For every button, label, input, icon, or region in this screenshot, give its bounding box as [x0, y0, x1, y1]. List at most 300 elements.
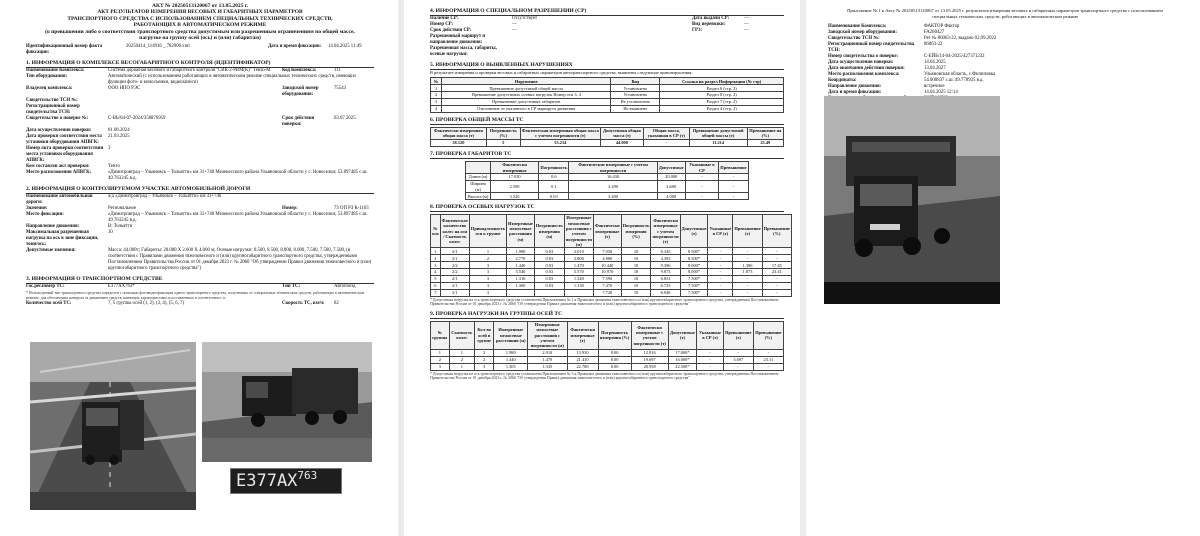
table-row	[431, 248, 792, 255]
table-header-cell: № оси	[431, 215, 441, 248]
table-header-cell: Превышение допустимой общей массы (т)	[689, 127, 747, 139]
table-header-cell: Кол-во осей в группе	[474, 321, 494, 349]
section-2-title: 2. ИНФОРМАЦИЯ О КОНТРОЛИРУЕМОМ УЧАСТКЕ АВТОМОБИЛЬНОЙ ДОРОГИ	[26, 186, 374, 194]
table-cell: -	[719, 193, 748, 200]
table-cell: -	[708, 282, 733, 289]
complex-info-row	[26, 146, 374, 164]
appendix-info-row	[828, 42, 1182, 54]
table-header-cell: Ссылка на раздел Информации (№ стр)	[660, 78, 784, 85]
appendix-header: Приложение № 1 к Акту № 20250513120067 от 13.05.2025 г. результатов измерения весовых и габаритных параметров транспортного средства с использованием специальных технических средств, работающих в автоматическом режиме	[847, 8, 1163, 19]
table-cell: 5	[486, 140, 520, 147]
table-cell: Установлено	[611, 92, 660, 99]
field-label: Владелец комплекса:	[26, 86, 73, 92]
speed-label: Скорость ТС, км/ч:	[282, 300, 325, 306]
axles-row	[26, 301, 374, 307]
table-cell: 5	[431, 276, 441, 283]
section-4-title: 4. ИНФОРМАЦИЯ О СПЕЦИАЛЬНОМ РАЗРЕШЕНИИ (СР)	[430, 8, 784, 16]
table-cell: 3	[469, 276, 506, 283]
field-label: Координаты:	[828, 78, 857, 84]
table-cell: 0.6	[539, 174, 569, 181]
vehicle-side-photo	[202, 342, 372, 462]
table-cell: Не выявлено	[611, 105, 660, 112]
table-cell: 8.00	[598, 349, 631, 356]
table-cell: -	[708, 269, 733, 276]
table-cell: -	[733, 276, 762, 283]
table-header-cell: Превышение (т)	[723, 321, 753, 349]
table-cell: 0.03	[539, 193, 569, 200]
table-header-cell: Измеренные межосевые расстояния с учетом погрешности (м)	[565, 215, 592, 247]
table-cell: -	[733, 255, 762, 262]
field-value	[512, 46, 784, 58]
table-cell: -	[733, 248, 762, 255]
table-cell: 21.410	[567, 356, 598, 363]
vehicle-type-note: * Используемый тип транспортного средства определен с помощью фотовидеофиксации одного транспортного средства, полученных от специальных технических средств, работающих в автоматическом режиме, для обеспечения контроля за движением средств, имеющих характеристики и составленных в соответствии с п.	[26, 291, 365, 301]
axle-group-loads-note: * Допустимая нагрузка на ось транспортного средства установлена Приложением № 3 к Правилам движения тяжеловесного и (или) крупногабаритного транспортного средства, утвержденным Постановлением Правительства России от 01 декабря 2023 г. № 2060 "Об утверждении Правил движения тяжеловесного и (или) крупногабаритного транспортного средства"	[430, 371, 779, 381]
table-header-cell: Погрешность (%)	[486, 127, 520, 139]
table-cell: 10	[621, 248, 651, 255]
field-value: FA260427	[924, 30, 945, 36]
field-label: Номер свидетельства о поверке:	[828, 54, 899, 60]
section-5-title: 5. ИНФОРМАЦИЯ О ВЫЯВЛЕННЫХ НАРУШЕНИЯХ	[430, 62, 784, 70]
table-header-cell: Фактическая измеренная общая масса с учетом погрешности (т)	[521, 128, 599, 139]
table-cell: 8.00	[598, 356, 631, 363]
table-cell: Отклонение от указанного в СР маршрута движения	[442, 105, 611, 112]
field-label: Срок действия поверки:	[282, 116, 315, 128]
fixation-id-label: Идентификационный номер факта фиксации:	[26, 44, 103, 56]
table-cell: 7.470	[593, 282, 621, 289]
table-cell: 2/1	[440, 289, 469, 296]
table-cell: 1	[431, 85, 442, 92]
field-label: Направление движения:	[828, 84, 882, 90]
table-cell: 1.396	[733, 262, 762, 269]
field-label: ГРЗ:	[692, 28, 703, 33]
act-header-line: АКТ № 20250513120067 от 13.05.2025 г.	[152, 3, 248, 9]
table-cell: -	[762, 255, 791, 262]
table-cell: 1	[449, 349, 474, 356]
field-value: Региональное	[108, 206, 137, 212]
table-cell: 1.310	[507, 276, 535, 283]
table-cell: 3	[469, 269, 506, 276]
section-9-title: 9. ПРОВЕРКА НАГРУЗКИ НА ГРУППЫ ОСЕЙ ТС	[430, 311, 784, 319]
table-header-cell: Допустимые (т)	[668, 321, 696, 349]
table-cell: 8.000*	[680, 269, 708, 276]
table-header-cell: Скатность колес	[449, 321, 474, 349]
field-label: Значение:	[26, 206, 48, 212]
table-cell: 3	[431, 99, 442, 106]
field-label: Номер:	[282, 206, 298, 212]
table-cell: 1.470	[528, 356, 568, 363]
table-header-cell: Нарушение	[442, 78, 611, 85]
table-cell: -	[723, 349, 753, 356]
table-cell: -	[762, 282, 791, 289]
table-cell: Превышение допустимых осевых нагрузок Номер оси 3, 4	[442, 92, 611, 99]
axles-value: 7, 5 группы осей (1, 2), (3, 4), (5, 6, 7)	[108, 300, 185, 306]
field-label: Заводской номер оборудования:	[828, 30, 897, 36]
field-value: ФАКТОР Фактор	[924, 24, 960, 30]
table-cell: 25.49	[747, 140, 783, 147]
table-header-cell: Фактически измеренные (т)	[567, 321, 598, 349]
table-cell: 6.345	[651, 248, 680, 255]
field-value	[108, 104, 374, 116]
table-header-cell: Принадлежность оси к группе	[469, 215, 506, 248]
fixation-time-label: Дата и время фиксации:	[268, 44, 322, 50]
license-plate-crop	[230, 468, 342, 494]
table-cell: 0.03	[534, 248, 564, 255]
table-header-cell: Допустимые (т)	[680, 215, 708, 248]
table-cell: -	[697, 363, 724, 370]
field-value: 54.000837 с.ш. 49.778925 в.д.	[924, 78, 984, 84]
table-cell: -	[719, 181, 748, 193]
field-value: 14.04.2025 12:14	[924, 90, 958, 96]
field-label: Свидетельство о поверке №:	[26, 116, 89, 122]
complex-info-row	[26, 116, 374, 128]
table-header-cell: Вид	[611, 78, 660, 85]
table-cell: Раздел 6 (стр. 2)	[660, 85, 784, 92]
permit-info-row	[430, 46, 784, 58]
vehicle-plate-label: Гос.рег.номер ТС:	[26, 284, 65, 290]
table-cell: 7	[431, 289, 441, 296]
table-cell: -	[708, 262, 733, 269]
table-cell	[507, 289, 535, 296]
field-value: —	[744, 28, 749, 33]
table-cell: 1	[431, 248, 441, 255]
field-label: Наличие СР:	[430, 16, 459, 21]
table-cell: 2	[431, 356, 450, 363]
table-cell: 2/1	[440, 248, 469, 255]
field-value: «Димитровград – Ульяновск – Тольятти» км 31+740 Мелекесского района Ульяновской области у с. Новоселки; 53.897485 с.ш. 49.763245 в.д.	[108, 212, 368, 224]
field-value: —	[512, 22, 517, 27]
table-cell: 2	[431, 92, 442, 99]
field-value: а/д «Димитровград – Ульяновск – Тольятти» км 31+740	[108, 194, 222, 200]
table-header-cell: Измеренные межосевые расстояния с учетом погрешности (м)	[528, 321, 568, 349]
table-cell: 13.930	[567, 349, 598, 356]
vehicle-type-label: Тип ТС:	[282, 284, 301, 290]
field-label: Максимальная разрешенная нагрузка на ось в зоне фиксации, тонн/ось:	[26, 230, 99, 248]
table-header-cell: Превышение (т)	[733, 215, 762, 248]
dimensions-table	[465, 161, 748, 200]
table-cell: 3.520	[490, 193, 539, 200]
act-header-line: ТРАНСПОРТНОГО СРЕДСТВА С ИСПОЛЬЗОВАНИЕМ СПЕЦИАЛЬНЫХ ТЕХНИЧЕСКИХ СРЕДСТВ,	[67, 15, 333, 22]
field-value: Отсутствует	[512, 16, 538, 21]
field-label: Место расположения АПВГК:	[26, 170, 92, 176]
table-cell: 1.305	[494, 363, 528, 370]
plate-number-text: Е377АХ	[236, 471, 298, 491]
table-row	[431, 262, 792, 269]
table-cell: -	[723, 363, 753, 370]
table-cell: 10.970	[593, 269, 621, 276]
table-row	[431, 85, 784, 92]
table-cell: 1.300	[507, 282, 535, 289]
table-cell: 5.540	[507, 269, 535, 276]
table-cell: Превышение допустимой общей массы	[442, 85, 611, 92]
field-value: Масса: 44.000т; Габариты: 20.000 Х 2.600 Х 4.000 м; Осевые нагрузки: 8.500, 8.500, 8.000, 8.000, 7.500, 7.500, 7.500, (в соответствии с Правилами движения тяжеловесного и (или) крупногабаритного транспортного средства, утвержденными Постановлением Правительства России от 01 декабря 2023 г. № 2060 "Об утверждении Правил движения тяжеловесного и (или) крупногабаритного транспортного средства")	[108, 248, 372, 272]
act-appendix-page	[806, 0, 1200, 536]
table-cell: Не установлено	[611, 99, 660, 106]
table-cell: 1	[449, 363, 474, 370]
road-info-row	[26, 248, 374, 272]
field-label: Дата осуществления поверки:	[828, 60, 894, 66]
act-header	[26, 3, 374, 41]
field-value: 73 ОП РЗ К-1103	[334, 206, 369, 212]
table-header-cell: Указанные в СР	[685, 161, 719, 173]
table-cell: 8.000*	[680, 262, 708, 269]
table-cell: 3	[469, 289, 506, 296]
field-value: В: Тольятти	[108, 224, 133, 230]
table-cell: 3	[431, 262, 441, 269]
field-value: встречное	[924, 84, 945, 90]
table-cell: 10	[621, 289, 651, 296]
table-cell: 4.880	[593, 255, 621, 262]
table-cell: 2/1	[440, 255, 469, 262]
table-row	[431, 92, 784, 99]
field-value: 01.06.2024	[108, 128, 130, 134]
field-value: С-ЕЙБ/14-04-2025/427371232	[924, 54, 985, 60]
table-cell: 4.392	[651, 255, 680, 262]
table-cell: 6.831	[651, 276, 680, 283]
table-header-cell: Фактическое количество колес на оси / Скатность колес	[440, 215, 469, 248]
road-info-row	[26, 230, 374, 248]
table-row	[431, 356, 784, 363]
table-cell: -	[643, 140, 689, 147]
table-header-cell: Указанные в СР (т)	[697, 321, 724, 349]
field-label: Свидетельство ТСН №:	[828, 36, 880, 42]
table-cell: 2	[469, 255, 506, 262]
table-cell: 10.440	[593, 262, 621, 269]
table-cell: 4	[431, 105, 442, 112]
table-cell: 2.770	[507, 255, 535, 262]
table-row	[431, 105, 784, 112]
table-row	[431, 99, 784, 106]
table-cell: 8.500*	[680, 255, 708, 262]
table-header-cell: Фактически измеренные с учетом погрешности (т)	[651, 215, 680, 248]
table-row	[431, 363, 784, 370]
field-value: —	[512, 28, 517, 33]
table-cell: -	[697, 356, 724, 363]
violations-table	[430, 77, 784, 112]
table-cell: 7.500*	[680, 289, 708, 296]
field-value: —	[744, 22, 749, 27]
axle-loads-table	[430, 214, 792, 297]
table-cell: 1.980	[507, 248, 535, 255]
field-value: Автоматический (с использованием работающих в автоматическом режиме специальных технических средств, имеющих функции фото- и киносъемки, видеозаписи)	[108, 74, 357, 86]
section-7-title: 7. ПРОВЕРКА ГАБАРИТОВ ТС	[430, 151, 784, 159]
field-label: Дата осуществления поверки:	[26, 128, 92, 134]
axle-loads-note: * Допустимая нагрузка на ось транспортного средства установлена Приложением № 2 к Правилам движения тяжеловесного и (или) крупногабаритного транспортного средства, утвержденным Постановлением Правительства России от 01 декабря 2023 г. № 2060 "Об утверждении Правил движения тяжеловесного и (или) крупногабаритного транспортного средства"	[430, 297, 779, 307]
axle-group-loads-table	[430, 321, 784, 371]
road-info-row	[26, 212, 374, 224]
appendix-info-list	[828, 24, 1182, 102]
field-value: С-ВЬ/04-07-2024/358876959	[108, 116, 166, 122]
table-cell: 0.03	[534, 269, 564, 276]
table-cell: Ширина (м)	[466, 181, 490, 193]
table-cell: 1.980	[494, 349, 528, 356]
road-info-list	[26, 194, 374, 272]
table-header-cell: Фактически измеренные	[490, 161, 539, 173]
table-cell: 11.214	[689, 140, 747, 147]
table-cell: 8.500*	[680, 248, 708, 255]
field-label: Заводской номер оборудования:	[282, 86, 319, 98]
table-cell: 2/1	[440, 276, 469, 283]
table-header-cell: Превышение (%)	[753, 321, 783, 349]
field-value: 3	[108, 146, 111, 152]
table-cell: 12.816	[631, 349, 668, 356]
table-cell: Раздел 7 (стр. 2)	[660, 99, 784, 106]
appendix-vehicle-photo	[824, 96, 1000, 304]
table-cell: 7.500*	[680, 282, 708, 289]
table-cell: -	[708, 276, 733, 283]
table-cell: -	[753, 349, 783, 356]
table-cell: 44.000	[600, 140, 643, 147]
table-cell: 0.03	[534, 276, 564, 283]
table-header-cell: № группы	[431, 321, 450, 349]
table-cell: 2.800	[564, 255, 593, 262]
table-cell: 7.050	[593, 248, 621, 255]
complex-info-list	[26, 68, 374, 182]
table-cell: -	[719, 174, 748, 181]
table-cell: -	[685, 174, 719, 181]
table-cell: 7.500*	[680, 276, 708, 283]
table-cell: 3.697	[723, 356, 753, 363]
table-header-cell: Фактически измеренная общая масса (т)	[431, 127, 487, 139]
table-cell: 23.41	[762, 269, 791, 276]
table-row	[431, 255, 792, 262]
table-cell: 3.490	[569, 193, 658, 200]
table-cell: 1.440	[494, 356, 528, 363]
field-value: 13.04.2027	[924, 66, 946, 72]
table-header-cell: Погрешность измерения (м)	[534, 215, 564, 248]
table-row	[431, 282, 792, 289]
table-row	[466, 181, 748, 193]
field-value: Тенто	[108, 164, 120, 170]
field-label: Дата и время фиксации:	[828, 90, 882, 96]
vehicle-plate-row	[26, 284, 374, 290]
complex-info-row	[26, 170, 374, 182]
table-cell: 10	[621, 282, 651, 289]
vehicle-overview-photo	[30, 342, 196, 510]
table-cell: 0.03	[534, 262, 564, 269]
field-label: Тип оборудования:	[26, 74, 68, 80]
field-label: Дата окончания действия поверки:	[828, 66, 905, 72]
table-cell: 2.590	[490, 181, 539, 193]
table-cell: 16.000*	[668, 356, 696, 363]
table-cell: Превышение допустимых габаритов	[442, 99, 611, 106]
table-row	[466, 193, 748, 200]
table-cell: 2	[474, 349, 494, 356]
field-label: Допустимые значения:	[26, 248, 76, 254]
table-header-cell: Погрешность измерения (%)	[598, 321, 631, 349]
table-cell: 1.335	[528, 363, 568, 370]
table-header-cell: Измеренные межосевые расстояния (м)	[494, 321, 528, 349]
table-header-cell: Фактически измеренные (т)	[593, 215, 621, 248]
field-value: Ульяновская область, с.Филиповка	[924, 72, 996, 78]
field-value: 14.04.2025	[924, 60, 946, 66]
table-cell: 2	[449, 356, 474, 363]
total-mass-table	[430, 127, 784, 147]
complex-info-row	[26, 134, 374, 146]
table-cell: 20.000	[657, 174, 685, 181]
table-row	[431, 269, 792, 276]
table-cell: -	[762, 289, 791, 296]
table-cell: 1.340	[564, 276, 593, 283]
field-label: Номер СР:	[430, 22, 454, 27]
table-cell: 1.330	[564, 282, 593, 289]
table-row	[431, 349, 784, 356]
field-label: Наименование Комплекса:	[828, 24, 887, 30]
table-cell: 3	[431, 363, 450, 370]
table-cell: 17.030	[490, 174, 539, 181]
field-label: Наименование автомобильной дороги:	[26, 194, 93, 206]
table-header-cell: №	[431, 78, 442, 85]
field-value: «Димитровград – Ульяновск – Тольятти» км 31+740 Мелекесского района Ульяновской области у с. Новоселки; 53.897485 с.ш. 49.763245 в.д.	[108, 170, 368, 182]
violations-intro: В результате измерения и проверки весовых и габаритных параметров автотранспортного средства, выявлены следующие правонарушения:	[430, 70, 693, 75]
complex-info-row	[26, 86, 374, 98]
table-cell: -	[685, 181, 719, 193]
table-cell: 0.03	[534, 255, 564, 262]
act-header-line: нагрузке на группу осей (ось) и (или) габаритам)	[139, 35, 261, 42]
table-cell: -	[762, 248, 791, 255]
table-header-cell: Превышение	[719, 161, 748, 173]
table-cell: Раздел 4 (стр. 2)	[660, 105, 784, 112]
field-label: Регистрационный номер свидетельства ТСН:	[26, 104, 80, 116]
field-label: Дата выдачи СР:	[692, 16, 730, 21]
table-header-cell: Измеренные межосевые расстояния (м)	[507, 215, 535, 248]
table-cell: -	[697, 349, 724, 356]
table-cell: 1	[431, 349, 450, 356]
field-value: 75543	[334, 86, 346, 92]
table-cell: 8.00	[598, 363, 631, 370]
section-6-title: 6. ПРОВЕРКА ОБЩЕЙ МАССЫ ТС	[430, 117, 784, 125]
table-header-cell: Допустимая общая масса (т)	[600, 127, 643, 139]
table-cell: 22.780	[567, 363, 598, 370]
table-cell: 3	[469, 282, 506, 289]
table-cell: 1.470	[564, 262, 593, 269]
table-cell: -	[708, 248, 733, 255]
table-header-cell	[466, 161, 490, 173]
field-value: Система дорожная весового и габаритного контроля "СВК-2-РВМ(К)" Тензо-М	[108, 68, 271, 74]
table-cell: 1.873	[733, 269, 762, 276]
field-label: Дата проверки соответствия места установки оборудования АПВГК:	[26, 134, 102, 146]
table-cell: 19.697	[631, 356, 668, 363]
field-label: Регистрационный номер свидетельства ТСН:	[828, 42, 915, 54]
fixation-time-value: 14.04.2025 11:49	[328, 44, 362, 50]
table-cell: 2/2	[440, 269, 469, 276]
table-cell: 10	[621, 269, 651, 276]
table-cell: 17.000*	[668, 349, 696, 356]
field-label: Вид перевозки:	[692, 22, 726, 27]
field-label: Место расположения комплекса:	[828, 72, 900, 78]
field-label: Код Комплекса:	[282, 68, 317, 74]
field-label: Направление движения:	[26, 224, 80, 230]
table-cell	[564, 289, 593, 296]
table-cell: Установлено	[611, 85, 660, 92]
table-cell: 9.396	[651, 262, 680, 269]
act-header-line: АКТ РЕЗУЛЬТАТОВ ИЗМЕРЕНИЯ ВЕСОВЫХ И ГАБАРИТНЫХ ПАРАМЕТРОВ	[97, 9, 303, 16]
table-cell: 5.570	[564, 269, 593, 276]
vehicle-plate-value: Е377АХ763*	[108, 284, 135, 290]
act-page-2	[404, 0, 800, 536]
table-cell: 7.590	[593, 276, 621, 283]
table-cell: 6.948	[651, 289, 680, 296]
table-cell: 17.45	[762, 262, 791, 269]
table-cell: 2.010	[528, 349, 568, 356]
field-label: Разрешенная масса, габариты, осевые нагрузки:	[430, 46, 497, 57]
section-1-title: 1. ИНФОРМАЦИЯ О КОМПЛЕКСЕ ВЕСОГАБАРИТНОГО КОНТРОЛЯ (ИДЕНТИФИКАТОР)	[26, 60, 374, 68]
table-header-cell: Фактически измеренные с учетом погрешности (т)	[631, 321, 668, 349]
axles-label: Количество осей ТС:	[26, 300, 72, 306]
table-cell: 23.11	[753, 356, 783, 363]
field-value: Рег № 86063-22, выдано 02.09.2022	[924, 36, 997, 42]
field-value: 21.03.2025	[108, 134, 130, 140]
